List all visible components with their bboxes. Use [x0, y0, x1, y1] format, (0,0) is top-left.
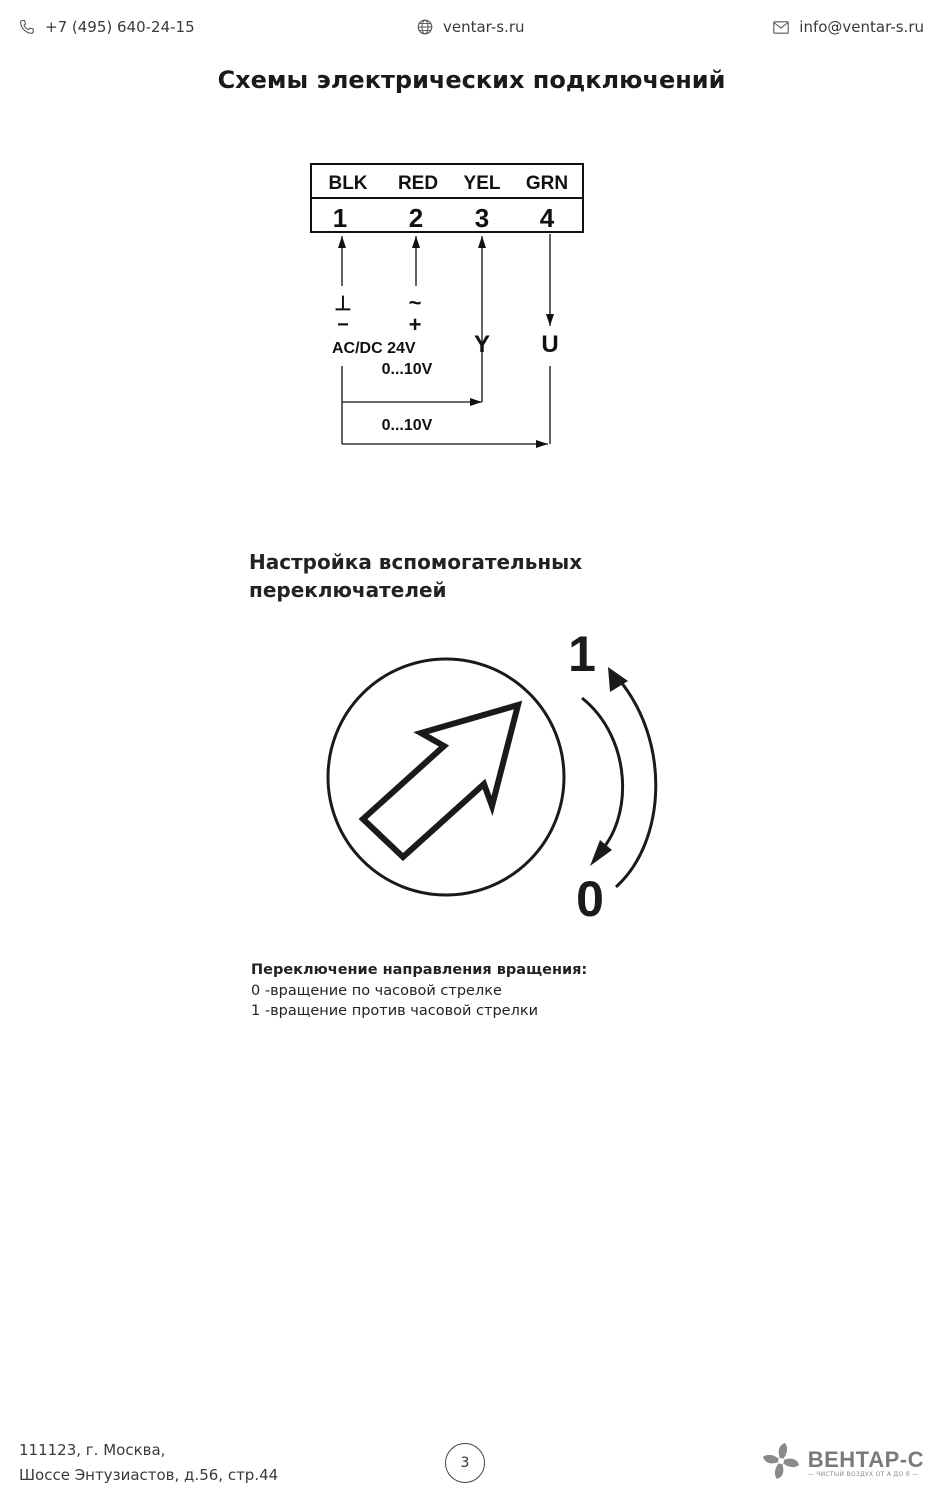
brand-logo[interactable] — [760, 1440, 924, 1486]
minus-symbol: − — [337, 314, 349, 336]
switch-title-line1: Настройка вспомогательных — [249, 550, 583, 574]
header-site[interactable] — [417, 18, 525, 36]
page-title: Схемы электрических подключений — [217, 66, 726, 94]
site-url: ventar-s.ru — [443, 18, 525, 36]
switch-title-line2: переключателей — [249, 578, 447, 602]
range-label-2: 0...10V — [381, 417, 433, 434]
plus-symbol: + — [408, 312, 422, 337]
ground-symbol: ⊥ — [334, 293, 352, 315]
range-label-1: 0...10V — [381, 361, 433, 378]
header-email[interactable] — [773, 18, 924, 36]
page-number-value: 3 — [460, 1455, 470, 1471]
arrow-icon — [363, 705, 518, 857]
u-label: U — [541, 331, 559, 358]
phone-icon — [19, 19, 35, 35]
terminal-num-1: 1 — [332, 203, 348, 233]
switch-notes — [251, 960, 587, 1022]
wire-color-4: GRN — [525, 173, 569, 194]
address-line1: 111123, г. Москва, — [19, 1441, 166, 1459]
wiring-diagram — [300, 150, 600, 460]
tilde-symbol: ~ — [408, 290, 422, 315]
brand-tagline: — ЧИСТЫЙ ВОЗДУХ ОТ А ДО Я — — [807, 1470, 919, 1478]
address-line2: Шоссе Энтузиастов, д.56, стр.44 — [19, 1466, 279, 1484]
note-position-0: 0 -вращение по часовой стрелке — [251, 982, 502, 999]
terminal-num-3: 3 — [474, 203, 490, 233]
fan-icon — [760, 1440, 802, 1486]
wire-color-2: RED — [397, 173, 439, 194]
ccw-arc — [582, 698, 623, 854]
note-position-1: 1 -вращение против часовой стрелки — [251, 1003, 539, 1019]
wire-color-1: BLK — [328, 173, 368, 194]
mail-icon — [773, 21, 789, 34]
globe-icon — [417, 19, 433, 35]
page-number — [445, 1443, 485, 1483]
email-address: info@ventar-s.ru — [799, 18, 924, 36]
y-label: Y — [473, 331, 491, 358]
terminal-num-2: 2 — [408, 203, 424, 233]
header-phone[interactable] — [19, 18, 195, 36]
terminal-num-4: 4 — [539, 203, 555, 233]
position-0-label: 0 — [576, 871, 604, 927]
brand-name: ВЕНТАР-С — [807, 1446, 924, 1472]
switch-dial — [328, 659, 564, 895]
footer-address — [19, 1438, 278, 1488]
rotation-switch-diagram — [310, 620, 680, 930]
notes-title: Переключение направления вращения: — [251, 962, 588, 978]
position-1-label: 1 — [568, 626, 596, 682]
phone-number: +7 (495) 640-24-15 — [45, 18, 195, 36]
switch-section-title — [249, 548, 582, 604]
wire-color-3: YEL — [463, 173, 501, 194]
supply-label: AC/DC 24V — [332, 340, 416, 357]
